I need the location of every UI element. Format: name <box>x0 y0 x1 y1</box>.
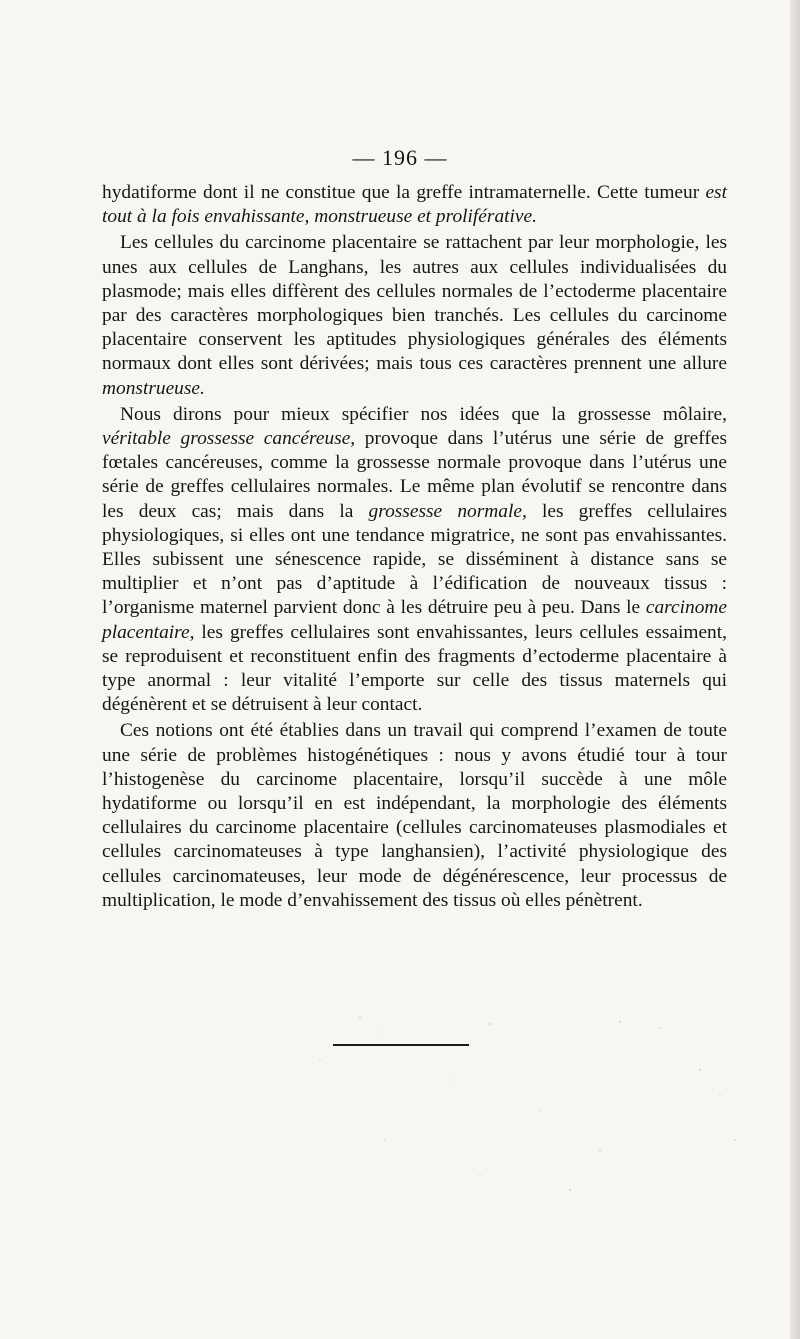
page-number: — 196 — <box>352 145 448 170</box>
text-run: hydatiforme dont il ne constitue que la greffe intramaternelle. Cette tumeur <box>102 182 706 203</box>
italic-text-run: carcinome placentaire, <box>102 597 727 643</box>
bleed-through-specks <box>290 1000 760 1210</box>
text-run: Ces notions ont été établies dans un travail qui comprend l’examen de toute une série de problèmes histogénétiques : nous y avons étudié tour à tour l’histogenèse du carcinome placentaire, lorsqu’il succède à une môle hydatiforme ou lorsqu’il en est indépendant, la morphologie des éléments cellulaires du carcinome placentaire (cellules carcinomateuses plasmodiales et cellules carcinomateuses à type langhansien), l’activité physiologique des cellules carcinomateuses, leur mode de dégénérescence, leur processus de multiplication, le mode d’envahissement des tissus où elles pénètrent. <box>102 720 727 911</box>
italic-text-run: véritable grossesse cancéreuse, <box>102 428 356 450</box>
paragraph <box>102 231 727 400</box>
italic-text-run: est tout à la fois envahissante, monstrueuse et proliférative. <box>102 182 727 228</box>
paragraph <box>102 719 727 913</box>
text-run: les greffes cellulaires physiologiques, si elles ont une tendance migratrice, ne sont pas envahissantes. Elles subissent une sénescence rapide, se disséminent à distance sans se multiplier et n’ont pas d’aptitude à l’édification de nouveaux tissus : l’organisme maternel parvient donc à les détruire peu à peu. Dans le <box>102 500 728 619</box>
section-end-rule <box>333 1044 469 1046</box>
paragraph <box>102 403 727 718</box>
text-run: Nous dirons pour mieux spécifier nos idées que la grossesse môlaire, <box>120 403 727 425</box>
text-run: les greffes cellulaires sont envahissantes, leurs cellules essaiment, se reproduisent et reconstituent enfin des fragments d’ectoderme placentaire à type anormal : leur vitalité l’emporte sur celle des tissus maternels qui dégénèrent et se détruisent à leur contact. <box>102 621 727 716</box>
italic-text-run: monstrueuse. <box>102 377 205 399</box>
body-text <box>102 181 727 913</box>
italic-text-run: grossesse normale, <box>368 500 527 522</box>
page-edge-shadow <box>790 0 800 1339</box>
text-run: Les cellules du carcinome placentaire se rattachent par leur morphologie, les unes aux cellules de Langhans, les autres aux cellules individualisées du plasmode; mais elles diffèrent des cellules normales de l’ectoderme placentaire par des caractères morphologiques bien tranchés. Les cellules du carcinome placentaire conservent les aptitudes physiologiques générales des éléments normaux dont elles sont dérivées; mais tous ces caractères prennent une allure <box>102 232 727 375</box>
text-run: provoque dans l’utérus une série de greffes fœtales cancéreuses, comme la grossesse normale provoque dans l’utérus une série de greffes cellulaires normales. Le même plan évolutif se rencontre dans les deux cas; mais dans la <box>102 428 727 522</box>
paragraph <box>102 181 727 229</box>
